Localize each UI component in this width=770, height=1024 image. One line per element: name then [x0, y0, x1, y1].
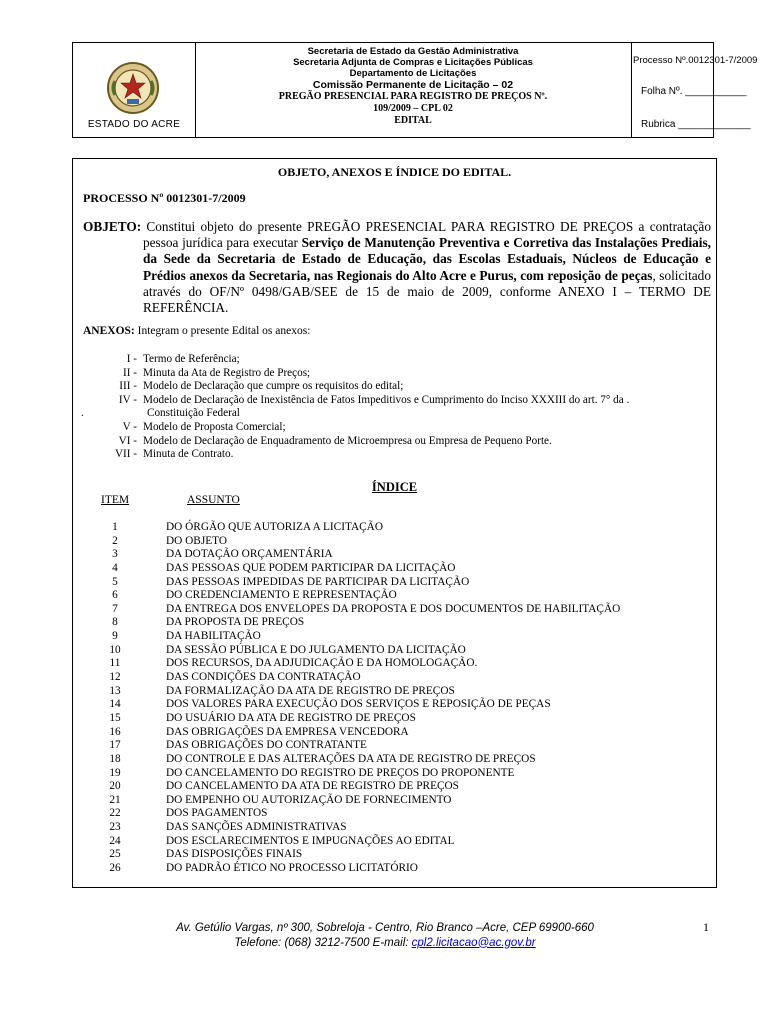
indice-list [73, 521, 716, 876]
indice-item-subject: DO ÓRGÃO QUE AUTORIZA A LICITAÇÃO [166, 521, 383, 533]
header-line-adjunta: Secretaria Adjunta de Compras e Licitações Públicas [293, 57, 533, 68]
indice-item-number: 19 [109, 766, 121, 779]
indice-item-number: 7 [112, 602, 118, 615]
indice-item-number: 11 [109, 657, 121, 670]
indice-item-subject: DO USUÁRIO DA ATA DE REGISTRO DE PREÇOS [166, 711, 416, 724]
header-processo: Processo Nº.0012301-7/2009 [633, 55, 758, 66]
indice-item-number: 9 [112, 630, 118, 643]
indice-row [73, 807, 716, 821]
header-line-departamento: Departamento de Licitações [349, 68, 477, 79]
indice-item-subject: DO CREDENCIAMENTO E REPRESENTAÇÃO [166, 589, 397, 602]
footer-address: Av. Getúlio Vargas, nº 300, Sobreloja - Centro, Rio Branco –Acre, CEP 69900-660 [176, 922, 594, 934]
page-title: OBJETO, ANEXOS E ÍNDICE DO EDITAL. [277, 165, 512, 179]
header-title-cell [195, 43, 632, 137]
indice-item-number: 1 [112, 521, 118, 533]
anexo-item: VII - Minuta de Contrato. [114, 448, 234, 461]
indice-row [73, 712, 716, 726]
header-folha: Folha Nº. ___________ [641, 86, 747, 97]
indice-row [73, 835, 716, 849]
indice-item-subject: DO PADRÃO ÉTICO NO PROCESSO LICITATÓRIO [166, 862, 418, 875]
objeto-label: OBJETO: [83, 219, 142, 234]
indice-item-number: 18 [109, 752, 121, 765]
indice-row [73, 767, 716, 781]
objeto-text-bold: Serviço de Manutenção Preventiva e Corretiva das Instalações Prediais, da Sede da Secretaria de Estado de Educação, das Escolas Estaduais, Núcleos de Educação e Prédios anexos da Secretaria, nas Regionais do Alto Acre e Purus, com reposição de peças [143, 235, 711, 283]
indice-item-subject: DAS OBRIGAÇÕES DO CONTRATANTE [166, 739, 367, 752]
indice-row [73, 794, 716, 808]
anexos-text: Integram o presente Edital os anexos: [134, 325, 311, 337]
indice-item-number: 4 [112, 561, 118, 574]
indice-item-subject: DA PROPOSTA DE PREÇOS [166, 616, 305, 629]
indice-item-subject: DOS ESCLARECIMENTOS E IMPUGNAÇÕES AO EDITAL [166, 834, 455, 847]
indice-item-number: 8 [112, 616, 118, 629]
indice-item-subject: DAS PESSOAS IMPEDIDAS DE PARTICIPAR DA LICITAÇÃO [166, 575, 470, 588]
indice-item-subject: DAS CONDIÇÕES DA CONTRATAÇÃO [166, 671, 361, 684]
indice-item-subject: DAS SANÇÕES ADMINISTRATIVAS [166, 821, 347, 834]
indice-row [73, 671, 716, 685]
indice-row [73, 726, 716, 740]
indice-item-number: 3 [112, 548, 118, 561]
indice-row [73, 685, 716, 699]
indice-item-number: 25 [109, 848, 121, 861]
column-header-assunto: ASSUNTO [187, 494, 240, 506]
indice-item-number: 24 [109, 834, 121, 847]
anexos-label: ANEXOS: [83, 325, 135, 337]
anexo-item: VI - Modelo de Declaração de Enquadramento de Microempresa ou Empresa de Pequeno Porte. [118, 434, 552, 447]
indice-item-number: 16 [109, 725, 121, 738]
indice-row [73, 548, 716, 562]
header-line-comissao: Comissão Permanente de Licitação – 02 [312, 79, 514, 91]
indice-row [73, 848, 716, 862]
indice-title: ÍNDICE [371, 480, 418, 494]
objeto-paragraph [83, 219, 711, 316]
estado-label: ESTADO DO ACRE [87, 119, 181, 130]
indice-item-subject: DOS VALORES PARA EXECUÇÃO DOS SERVIÇOS E REPOSIÇÃO DE PEÇAS [166, 698, 551, 711]
indice-item-number: 5 [112, 575, 118, 588]
indice-item-subject: DOS RECURSOS, DA ADJUDICAÇÃO E DA HOMOLOGAÇÃO. [166, 657, 478, 670]
footer-phone: Telefone: (068) 3212-7500 E-mail: [234, 936, 412, 949]
indice-item-subject: DOS PAGAMENTOS [166, 807, 268, 820]
anexo-item: III - Modelo de Declaração que cumpre os requisitos do edital; [119, 380, 404, 393]
indice-item-subject: DAS OBRIGAÇÕES DA EMPRESA VENCEDORA [166, 725, 409, 738]
indice-row [73, 521, 716, 535]
indice-item-subject: DA ENTREGA DOS ENVELOPES DA PROPOSTA E DOS DOCUMENTOS DE HABILITAÇÃO [166, 602, 621, 615]
indice-row [73, 535, 716, 549]
header-logo-cell [73, 43, 196, 137]
indice-item-number: 15 [109, 711, 121, 724]
indice-item-subject: DAS DISPOSIÇÕES FINAIS [166, 848, 303, 861]
indice-item-subject: DO CANCELAMENTO DA ATA DE REGISTRO DE PREÇOS [166, 780, 459, 793]
processo-number: PROCESSO Nº 0012301-7/2009 [83, 191, 246, 205]
header-line-edital: EDITAL [394, 115, 432, 126]
indice-row [73, 603, 716, 617]
state-seal-icon [106, 61, 160, 115]
column-header-item: ITEM [101, 494, 130, 506]
anexo-item: II - Minuta da Ata de Registro de Preços; [123, 366, 311, 379]
indice-item-number: 17 [109, 739, 121, 752]
indice-row [73, 780, 716, 794]
indice-item-number: 14 [109, 698, 121, 711]
indice-row [73, 821, 716, 835]
anexo-item: . Constituição Federal [81, 407, 240, 420]
indice-item-subject: DA DOTAÇÃO ORÇAMENTÁRIA [166, 548, 333, 561]
indice-item-number: 26 [109, 862, 121, 875]
header-line-pregao: PREGÃO PRESENCIAL PARA REGISTRO DE PREÇOS Nº. [278, 91, 548, 102]
indice-item-subject: DO OBJETO [166, 534, 227, 547]
indice-item-subject: DO EMPENHO OU AUTORIZAÇÃO DE FORNECIMENTO [166, 793, 452, 806]
anexos-list [79, 353, 709, 462]
anexo-item: IV - Modelo de Declaração de Inexistência de Fatos Impeditivos e Cumprimento do Inciso XXXIII do art. 7° da . [118, 393, 630, 406]
document-header [72, 42, 758, 138]
indice-item-number: 10 [109, 643, 121, 656]
objeto-text-2: , solicitado através do OF/Nº 0498/GAB/SEE de 15 de maio de 2009, conforme ANEXO I – TERMO DE REFERÊNCIA. [143, 267, 711, 316]
header-line-secretaria: Secretaria de Estado da Gestão Administrativa [307, 46, 519, 57]
indice-item-number: 21 [109, 793, 121, 806]
indice-item-subject: DA SESSÃO PÚBLICA E DO JULGAMENTO DA LICITAÇÃO [166, 643, 466, 656]
footer-contact [0, 936, 770, 951]
page-footer [0, 921, 770, 950]
indice-item-number: 6 [112, 589, 118, 602]
footer-email-link[interactable]: cpl2.licitacao@ac.gov.br [411, 936, 536, 949]
header-line-numero: 109/2009 – CPL 02 [373, 103, 453, 114]
indice-row [73, 739, 716, 753]
indice-item-subject: DO CONTROLE E DAS ALTERAÇÕES DA ATA DE REGISTRO DE PREÇOS [166, 752, 536, 765]
indice-item-subject: DA FORMALIZAÇÃO DA ATA DE REGISTRO DE PREÇOS [166, 684, 455, 697]
indice-item-number: 2 [112, 534, 118, 547]
indice-row [73, 862, 716, 876]
indice-item-subject: DAS PESSOAS QUE PODEM PARTICIPAR DA LICITAÇÃO [166, 561, 456, 574]
indice-row [73, 562, 716, 576]
anexo-item: I - Termo de Referência; [126, 353, 240, 365]
indice-item-subject: DO CANCELAMENTO DO REGISTRO DE PREÇOS DO PROPONENTE [166, 766, 515, 779]
indice-item-number: 20 [109, 780, 121, 793]
indice-row [73, 589, 716, 603]
main-content-box [72, 158, 717, 888]
indice-row [73, 616, 716, 630]
indice-row [73, 753, 716, 767]
anexo-item: V - Modelo de Proposta Comercial; [122, 420, 286, 433]
indice-row [73, 576, 716, 590]
indice-row [73, 698, 716, 712]
indice-row [73, 644, 716, 658]
objeto-text-1: Constitui objeto do presente PREGÃO PRESENCIAL PARA REGISTRO DE PREÇOS a contratação pessoa jurídica para executar [141, 219, 711, 251]
indice-item-number: 12 [109, 671, 121, 684]
header-control-cell [631, 43, 758, 137]
indice-row [73, 657, 716, 671]
indice-item-number: 22 [109, 807, 121, 820]
indice-item-number: 13 [109, 684, 121, 697]
header-rubrica: Rubrica _____________ [641, 119, 751, 130]
indice-item-subject: DA HABILITAÇÃO [166, 630, 261, 643]
indice-item-number: 23 [109, 821, 121, 834]
page-number: 1 [703, 920, 709, 934]
indice-row [73, 630, 716, 644]
anexos-intro [83, 325, 310, 337]
